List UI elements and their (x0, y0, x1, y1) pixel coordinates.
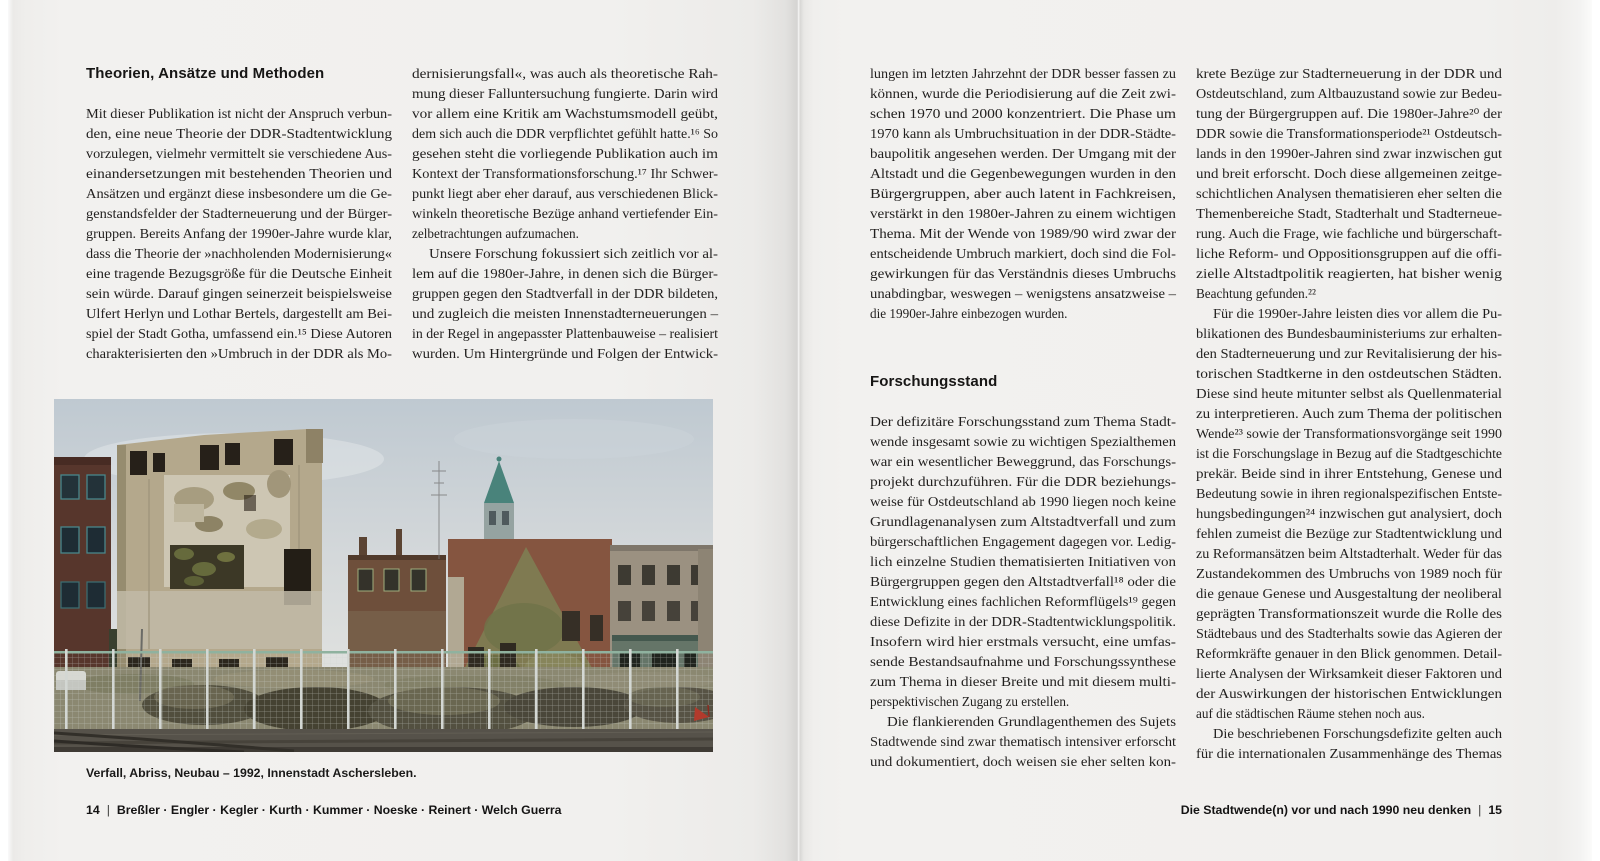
text-line: die genaue Genese und Ausgestaltung der neoliberal (1196, 586, 1503, 601)
text-line: gruppen. Bereits Anfang der 1990er-Jahre wurde klar, (86, 226, 392, 241)
text-line: und dokumentiert, doch weisen sie eher selten kon- (870, 754, 1177, 769)
photo-construction-fence (54, 649, 713, 738)
right-page-column-1 (870, 64, 1176, 772)
text-line: Die beschriebenen Forschungsdefizite gelten auch (1213, 726, 1503, 741)
page-left (8, 0, 800, 861)
text-line: tung der Bürgergruppen auf. Die 1980er-Jahre²⁰ der (1196, 106, 1503, 121)
text-line: blikationen des Bundesbauministeriums zur erhalten- (1196, 326, 1502, 341)
paragraph (412, 64, 718, 244)
photo-road (54, 729, 713, 752)
text-line: Reformkräfte genauer in den Blick genommen. Detail- (1196, 646, 1502, 661)
text-line: vorzulegen, vielmehr vermittelt sie verschiedene Aus- (86, 146, 392, 161)
text-line: die 1990er-Jahre einbezogen wurden. (870, 306, 1068, 321)
text-line: wende insgesamt sowie zu wichtigen Spezialthemen (870, 434, 1177, 449)
text-line: projekt durchzuführen. Für die DDR beziehungs- (870, 474, 1177, 489)
footer-separator: | (1478, 803, 1482, 817)
text-line: weise für Ostdeutschland ab 1990 liegen noch keine (870, 494, 1176, 509)
text-line: wurden. Um Hintergründe und Folgen der Entwick- (412, 346, 719, 361)
text-line: winkeln theoretische Bezüge anhand vertiefender Ein- (412, 206, 718, 221)
text-line: verstärkt in den 1980er-Jahren zu einem wichtigen (870, 206, 1177, 221)
text-line: diese Defizite in der DDR-Stadtentwicklungspolitik. (870, 614, 1177, 629)
text-line: krete Bezüge zur Stadterneuerung in der DDR und (1196, 66, 1502, 81)
text-line: Diese sind heute mitunter selbst als Quellenmaterial (1196, 386, 1503, 401)
text-line: den, eine neue Theorie der DDR-Stadtentwicklung (86, 126, 392, 141)
text-line: sein würde. Darauf gingen seinerzeit beispielsweise (86, 286, 392, 301)
page-number: 15 (1488, 803, 1502, 817)
text-line: lierte Analysen der Wirksamkeit dieser Faktoren und (1196, 666, 1502, 681)
text-line: hungsbedingungen²⁴ inzwischen gut analysiert, doch (1196, 506, 1502, 521)
paragraph (870, 412, 1176, 712)
text-line: Altstadt und die Gegenbewegungen wurden in den (870, 166, 1177, 181)
section-heading: Theorien, Ansätze und Methoden (86, 65, 325, 82)
text-line: der Auswirkungen der historischen Entwicklungen (1196, 686, 1502, 701)
text-line: dem sich auch die DDR verpflichtet gefühlt hatte.¹⁶ So (412, 126, 719, 141)
text-line: DDR sowie die Transformationsperiode²¹ Ostdeutsch- (1196, 126, 1503, 141)
text-line: Der defizitäre Forschungsstand zum Thema Stadt- (870, 414, 1177, 429)
text-line: in der Regel in angepasster Plattenbauweise – realisiert (412, 326, 719, 341)
text-line: Für die 1990er-Jahre leisten dies vor allem die Pu- (1213, 306, 1502, 321)
text-line: torischen Stadtkerne in den ostdeutschen Städten. (1196, 366, 1503, 381)
paragraph (1196, 304, 1502, 724)
text-line: sende Bestandsaufnahme und Forschungssynthese (870, 654, 1176, 669)
text-line: gruppen gegen den Stadtverfall in der DDR bildeten, (412, 286, 718, 301)
text-line: Stadtwende sind zwar thematisch intensiver erforscht (870, 734, 1177, 749)
text-line: lungen im letzten Jahrzehnt der DDR besser fassen zu (870, 66, 1176, 81)
text-line: lem auf die 1980er-Jahre, in denen sich die Bürger- (412, 266, 718, 281)
footer-running-title: Die Stadtwende(n) vor und nach 1990 neu denken (1180, 803, 1472, 817)
page-gutter (797, 0, 800, 861)
text-line: Städtebaus und des Stadterhalts sowie das Agieren der (1196, 626, 1503, 641)
text-line: dernisierungsfall«, was auch als theoretische Rah- (412, 66, 718, 81)
text-line: Themenbereiche Stadt, Stadterhalt und Stadterneue- (1196, 206, 1503, 221)
text-line: Bedeutung sowie in ihren regionalspezifischen Entste- (1196, 486, 1502, 501)
text-line: ist die Forschungslage in Bezug auf die Stadtgeschichte (1196, 446, 1503, 461)
footer-authors: Breßler · Engler · Kegler · Kurth · Kummer · Noeske · Reinert · Welch Guerra (116, 803, 562, 817)
text-line: genstandsfelder der Stadterneuerung und der Bürger- (86, 206, 393, 221)
text-line: charakterisierten den »Umbruch in der DDR als Mo- (86, 346, 392, 361)
text-line: mung dieser Falluntersuchung fungierte. Darin wird (412, 86, 719, 101)
text-line: Bürgergruppen gegen den Altstadtverfall¹⁸ oder die (870, 574, 1176, 589)
paragraph (1196, 64, 1502, 304)
paragraph (412, 244, 718, 364)
right-page-column-2 (1196, 64, 1502, 764)
text-line: Ulfert Herlyn und Lothar Bertels, dargestellt am Bei- (86, 306, 393, 321)
text-line: zu interpretieren. Auch zum Thema der politischen (1196, 406, 1503, 421)
text-line: zu Reformansätzen beim Altstadterhalt. Weder für das (1196, 546, 1502, 561)
text-line: spiel der Stadt Gotha, umfassend ein.¹⁵ Diese Autoren (86, 326, 393, 341)
text-line: Wende²³ sowie der Transformationsvorgänge seit 1990 (1196, 426, 1502, 441)
page-number: 14 (86, 803, 100, 817)
text-line: Zustandekommen des Umbruchs von 1989 noch für (1196, 566, 1502, 581)
text-line: baupolitik angesehen werden. Der Umgang mit der (870, 146, 1176, 161)
paragraph (1196, 724, 1502, 764)
text-line: lands in den 1990er-Jahren sind zwar inzwischen gut (1196, 146, 1503, 161)
text-line: lich einzelne Studien thematisierten Initiativen von (870, 554, 1176, 569)
text-line: unabdingbar, weswegen – wenigstens ansatzweise – (870, 286, 1176, 301)
text-line: Bürgergruppen, aber auch latent in Fachkreisen, (870, 186, 1177, 201)
text-line: und zugleich die meisten Innenstadterneuerungen – (412, 306, 719, 321)
text-line: Entwicklung eines fachlichen Reformflügels¹⁹ gegen (870, 594, 1176, 609)
photo-caption: Verfall, Abriss, Neubau – 1992, Innenstadt Aschersleben. (86, 766, 417, 780)
text-line: punkt liegt aber eher darauf, aus verschiedenen Blick- (412, 186, 719, 201)
text-line: geprägten Transformationszeit wurde die Rolle des (1196, 606, 1503, 621)
text-line: einandersetzungen mit bestehenden Theorien und (86, 166, 393, 181)
text-line: Ostdeutschland, zum Altbauzustand sowie zur Bedeu- (1196, 86, 1502, 101)
footer-separator: | (106, 803, 110, 817)
text-line: auf die städtischen Räume stehen noch aus. (1196, 706, 1425, 721)
text-line: entscheidende Umbruch markiert, doch sind die Fol- (870, 246, 1176, 261)
text-line: eine tragende Bezugsgröße für die Deutsche Einheit (86, 266, 393, 281)
text-line: perspektivischen Zugang zu erstellen. (870, 694, 1070, 709)
text-line: vor allem eine Kritik am Wachstumsmodell geübt, (412, 106, 718, 121)
text-line: Thema. Mit der Wende von 1989/90 wird zwar der (870, 226, 1176, 241)
text-line: den Stadterneuerung und zur Revitalisierung der his- (1196, 346, 1502, 361)
text-line: gewirkungen für das Verständnis dieses Umbruchs (870, 266, 1176, 281)
text-line: Beachtung gefunden.²² (1196, 286, 1316, 301)
ruin-photo-illustration (54, 399, 713, 752)
paragraph (870, 64, 1176, 324)
text-line: Ansätzen und ergänzt diese insbesondere um die Ge- (86, 186, 393, 201)
text-line: Kontext der Transformationsforschung.¹⁷ Ihr Schwer- (412, 166, 718, 181)
text-line: und breit erforscht. Doch diese allgemeinen zeitge- (1196, 166, 1503, 181)
text-line: Insofern wird hier erstmals versucht, eine umfas- (870, 634, 1177, 649)
text-line: prekär. Beide sind in ihrer Entstehung, Genese und (1196, 466, 1503, 481)
text-line: rung. Auch die Frage, wie fachliche und bürgerschaft- (1196, 226, 1503, 241)
text-line: schichtlichen Analysen thematisieren eher selten die (1196, 186, 1502, 201)
text-line: zielle Altstadtpolitik reagierten, hat bisher wenig (1196, 266, 1502, 281)
section-heading: Forschungsstand (870, 373, 998, 390)
left-page-footer (86, 803, 736, 817)
text-line: fehlen zumeist die Bezüge zur Stadtentwicklung und (1196, 526, 1502, 541)
text-line: war ein wesentlicher Beweggrund, das Forschungs- (870, 454, 1177, 469)
right-page-footer (870, 803, 1502, 817)
text-line: zum Thema in dieser Breite und mit diesem multi- (870, 674, 1177, 689)
text-line: Unsere Forschung fokussiert sich zeitlich vor al- (429, 246, 718, 261)
ruin-photograph (54, 399, 713, 752)
text-line: für die internationalen Zusammenhänge des Themas (1196, 746, 1503, 761)
text-line: gesehen steht die vorliegende Publikation auch im (412, 146, 718, 161)
text-line: können, wurde die Periodisierung auf die Zeit zwi- (870, 86, 1176, 101)
left-page-column-2 (412, 64, 718, 364)
text-line: zelbetrachtungen aufzumachen. (412, 226, 579, 241)
paragraph (870, 712, 1176, 772)
text-line: liche Reform- und Oppositionsgruppen auf die offi- (1196, 246, 1502, 261)
text-line: Die flankierenden Grundlagenthemen des Sujets (887, 714, 1177, 729)
text-line: 1970 kann als Umbruchsituation in der DDR-Städte- (870, 126, 1177, 141)
text-line: Mit dieser Publikation ist nicht der Anspruch verbun- (86, 106, 393, 121)
text-line: dass die Theorie der »nachholenden Modernisierung« (86, 246, 393, 261)
text-line: Grundlagenanalysen zum Altstadtverfall und zum (870, 514, 1177, 529)
paragraph (86, 104, 392, 364)
text-line: bürgerschaftlichen Engagement dagegen vor. Ledig- (870, 534, 1177, 549)
text-line: schen 1970 und 2000 konzentriert. Die Phase um (870, 106, 1176, 121)
left-page-column-1 (86, 64, 392, 364)
page-right (800, 0, 1592, 861)
